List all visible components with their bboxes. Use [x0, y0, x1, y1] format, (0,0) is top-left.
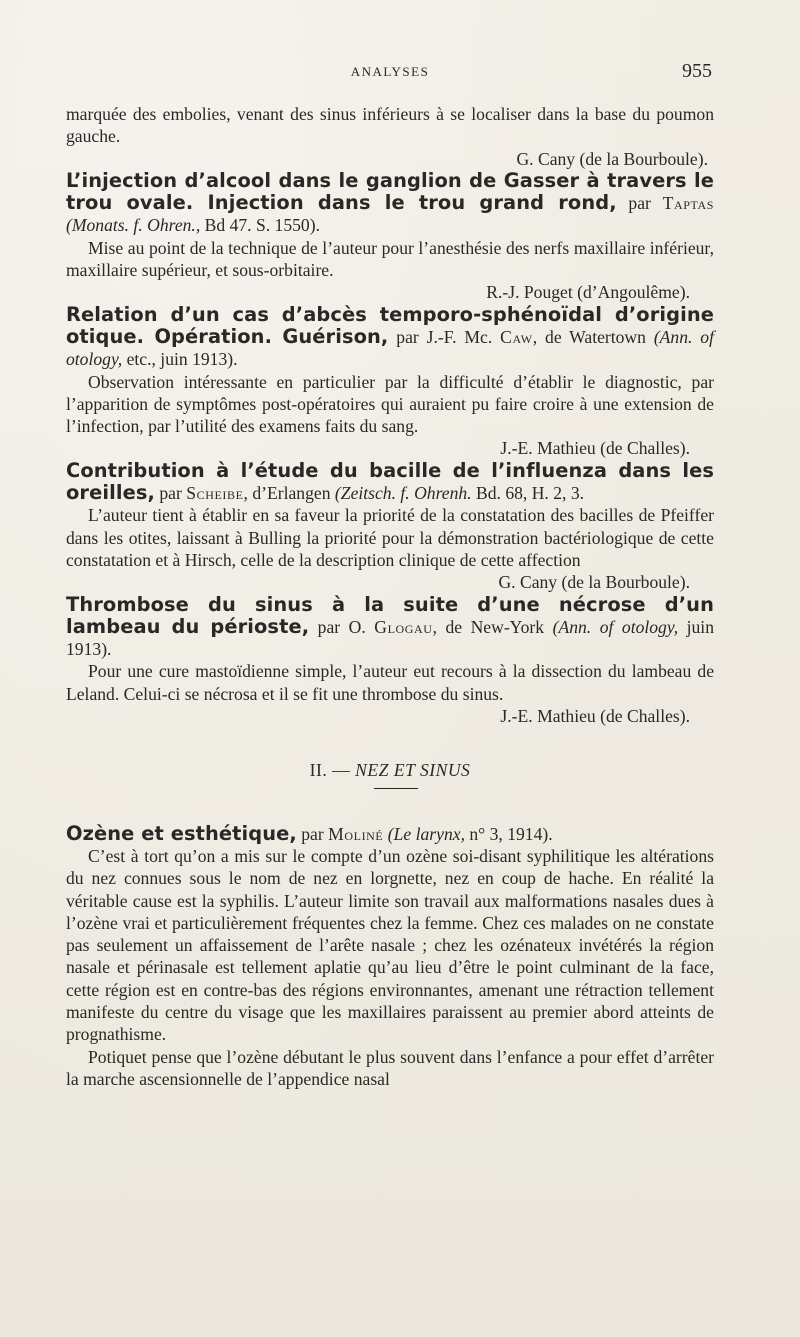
abstract-heading	[66, 304, 714, 371]
abstract-heading	[66, 594, 714, 661]
journal-source: (Zeitsch. f. Ohrenh.	[334, 483, 472, 504]
journal-source: (Le larynx,	[387, 823, 465, 844]
section-number: II. —	[309, 760, 351, 781]
article-title: Ozène et esthétique,	[66, 821, 297, 845]
author-place: , d’Erlangen	[243, 483, 331, 504]
signature-text: J.-E. Mathieu (de Challes).	[500, 706, 690, 727]
paragraph-text: marquée des embolies, venant des sinus inférieurs à se localiser dans la base du poumon gauche.	[66, 104, 714, 147]
article-title: L’injection d’alcool dans le ganglion de Gasser à travers le trou ovale. Injection dans le trou grand rond,	[66, 168, 714, 215]
running-title: ANALYSES	[350, 64, 430, 79]
journal-source: (Ann. of otology,	[66, 326, 714, 370]
page-number: 955	[682, 60, 712, 82]
byline-prefix: par O.	[317, 616, 366, 637]
byline-prefix: par	[628, 193, 651, 214]
signature	[66, 437, 714, 459]
abstract-text	[66, 237, 714, 282]
journal-source: (Monats. f. Ohren.,	[66, 215, 201, 236]
section-name: NEZ ET SINUS	[355, 760, 471, 781]
abstract-heading	[66, 460, 714, 505]
paragraph-text: Observation intéressante en particulier par la difficulté d’établir le diagnostic, par l’apparition de symptômes post-opératoires qui auraient pu faire croire à une extension de l’infection, par l’utilité des examens faits du sang.	[66, 371, 714, 437]
paragraph-text: L’auteur tient à établir en sa faveur la priorité de la constatation des bacilles de Pfeiffer dans les otites, laissant à Bulling la priorité pour la démonstration bactériologique de cette constatation et à Hirsch, celle de la description clinique de cette affection	[66, 505, 714, 570]
signature-text: R.-J. Pouget (d’Angoulême).	[486, 282, 690, 303]
signature-text: G. Cany (de la Bourboule).	[498, 572, 690, 593]
citation-detail: etc., juin 1913).	[126, 349, 238, 370]
article-body	[66, 103, 714, 1090]
abstract-heading	[66, 170, 714, 237]
paragraph-text: Mise au point de la technique de l’auteur pour l’anesthésie des nerfs maxillaire inférieur, maxillaire supérieur, et sous-orbitaire.	[66, 237, 714, 281]
signature-text: J.-E. Mathieu (de Challes).	[500, 438, 690, 459]
paragraph-text: C’est à tort qu’on a mis sur le compte d’un ozène soi-disant syphilitique les altérations du nez connues sous le nom de nez en lorgnette, nez en coup de hache. En réalité la véritable cause est la syphilis. L’auteur limite son travail aux malformations nasales dues à l’ozène vrai et particulièrement fréquentes chez la femme. Chez ces malades on ne constate pas seulement un affaissement de l’arête nasale ; chez les ozénateux invétérés la région nasale et périnasale est tellement aplatie qu’au lieu d’être le point culminant de la face, cette région est en contre-bas des régions environnantes, amenant une rétraction tellement manifeste du centre du visage que les maxillaires paraissent au premier abord atteints de prognathisme.	[66, 845, 714, 1045]
abstract-text	[66, 1046, 714, 1091]
abstract-text	[66, 371, 714, 438]
byline-prefix: par	[159, 483, 182, 504]
section-heading	[66, 759, 714, 781]
citation-detail: Bd 47. S. 1550).	[204, 215, 320, 236]
article-title: Contribution à l’étude du bacille de l’influenza dans les oreilles,	[66, 458, 714, 505]
citation-detail: juin 1913).	[66, 616, 714, 660]
abstract-text	[66, 504, 714, 571]
byline-prefix: par J.-F. Mc.	[396, 326, 493, 347]
author-name: Moliné	[328, 823, 384, 844]
paragraph-text: Potiquet pense que l’ozène débutant le plus souvent dans l’enfance a pour effet d’arrêter la marche ascensionnelle de l’appendice nasal	[66, 1046, 714, 1089]
abstract-text	[66, 845, 714, 1046]
signature	[66, 281, 714, 303]
byline-prefix: par	[301, 823, 324, 844]
article-title: Relation d’un cas d’abcès temporo-sphénoïdal d’origine otique. Opération. Guérison,	[66, 302, 714, 348]
citation-detail: Bd. 68, H. 2, 3.	[476, 483, 585, 504]
signature	[66, 705, 714, 727]
section-rule	[374, 788, 418, 789]
citation-detail: n° 3, 1914).	[469, 823, 553, 844]
author-place: , de Watertown	[532, 326, 646, 347]
author-name: Taptas	[662, 193, 714, 214]
abstract-text	[66, 660, 714, 705]
running-head	[0, 62, 800, 86]
author-name: Caw	[500, 326, 533, 347]
author-name: Scheibe	[186, 483, 244, 504]
abstract-heading	[66, 823, 714, 845]
journal-source: (Ann. of otology,	[552, 616, 679, 637]
signature-text: G. Cany (de la Bourboule).	[516, 148, 708, 169]
article-title: Thrombose du sinus à la suite d’une nécrose d’un lambeau du périoste,	[66, 592, 714, 638]
author-place: , de New-York	[432, 616, 545, 637]
signature	[66, 571, 714, 593]
paragraph-text: Pour une cure mastoïdienne simple, l’auteur eut recours à la dissection du lambeau de Leland. Celui-ci se nécrosa et il se fit une thrombose du sinus.	[66, 661, 714, 704]
paragraph-continuation	[66, 103, 714, 148]
signature	[66, 148, 714, 170]
author-name: Glogau	[374, 616, 433, 637]
